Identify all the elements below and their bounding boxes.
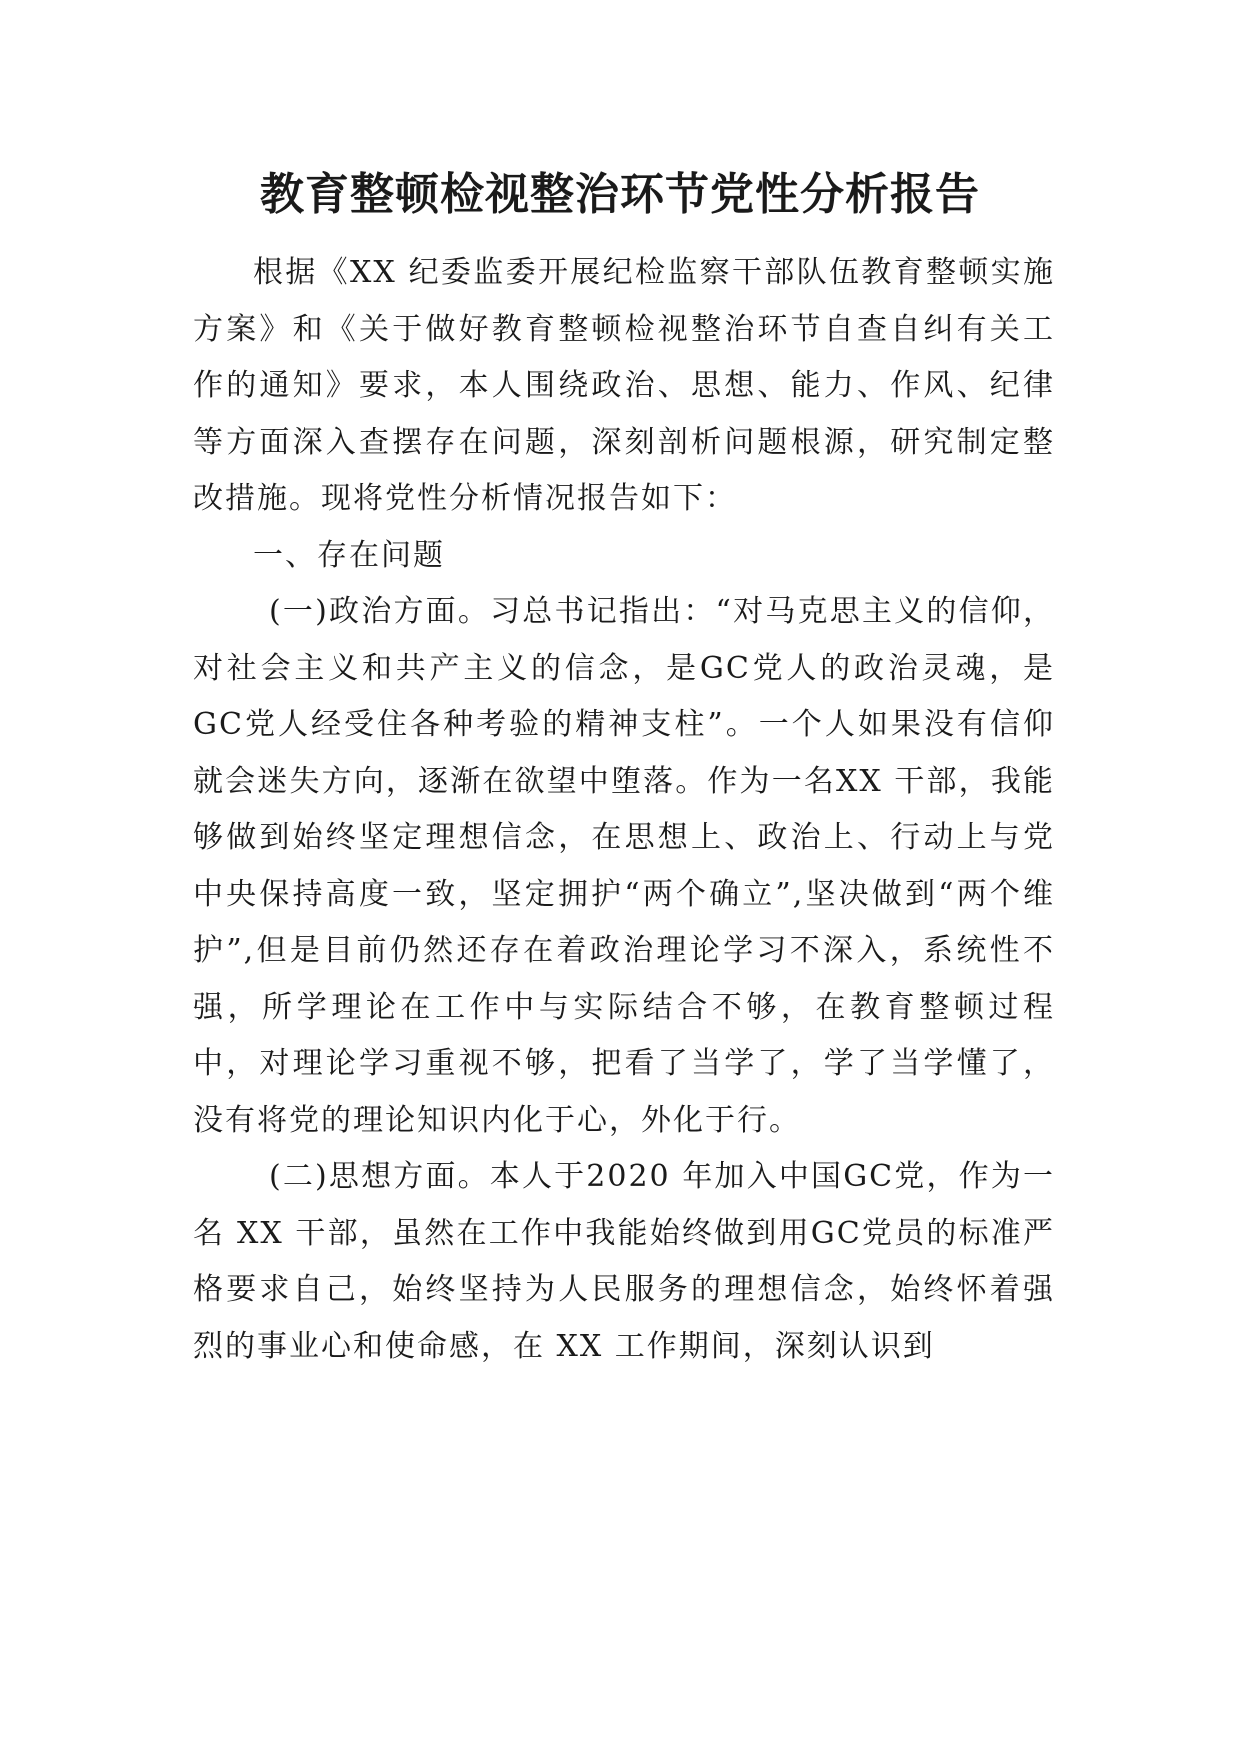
section-heading-problems: 一、存在问题 xyxy=(253,537,445,573)
political-paragraph: (一)政治方面。习总书记指出：“对马克思主义的信仰，对社会主义和共产主义的信念，是GC党人的政治灵魂，是GC党人经受住各种考验的精神支柱”。一个人如果没有信仰就会迷失方向，逐渐在欲望中堕落。作为一名XX 干部，我能够做到始终坚定理想信念，在思想上、政治上、行动上与党中央保持高度一致，坚定拥护“两个确立”,坚决做到“两个维护”,但是目前仍然还存在着政治理论学习不深入，系统性不强，所学理论在工作中与实际结合不够，在教育整顿过程中，对理论学习重视不够，把看了当学了，学了当学懂了，没有将党的理论知识内化于心，外化于行。 xyxy=(193,594,1055,1138)
document-body xyxy=(193,245,1055,1375)
ideological-paragraph: (二)思想方面。本人于2020 年加入中国GC党，作为一名 XX 干部，虽然在工作中我能始终做到用GC党员的标准严格要求自己，始终坚持为人民服务的理想信念，始终怀着强烈的事业心和使命感，在 XX 工作期间，深刻认识到 xyxy=(193,1159,1055,1364)
intro-paragraph: 根据《XX 纪委监委开展纪检监察干部队伍教育整顿实施方案》和《关于做好教育整顿检视整治环节自查自纠有关工作的通知》要求，本人围绕政治、思想、能力、作风、纪律等方面深入查摆存在问题，深刻剖析问题根源，研究制定整改措施。现将党性分析情况报告如下： xyxy=(193,255,1055,516)
document-title: 教育整顿检视整治环节党性分析报告 xyxy=(260,169,980,220)
